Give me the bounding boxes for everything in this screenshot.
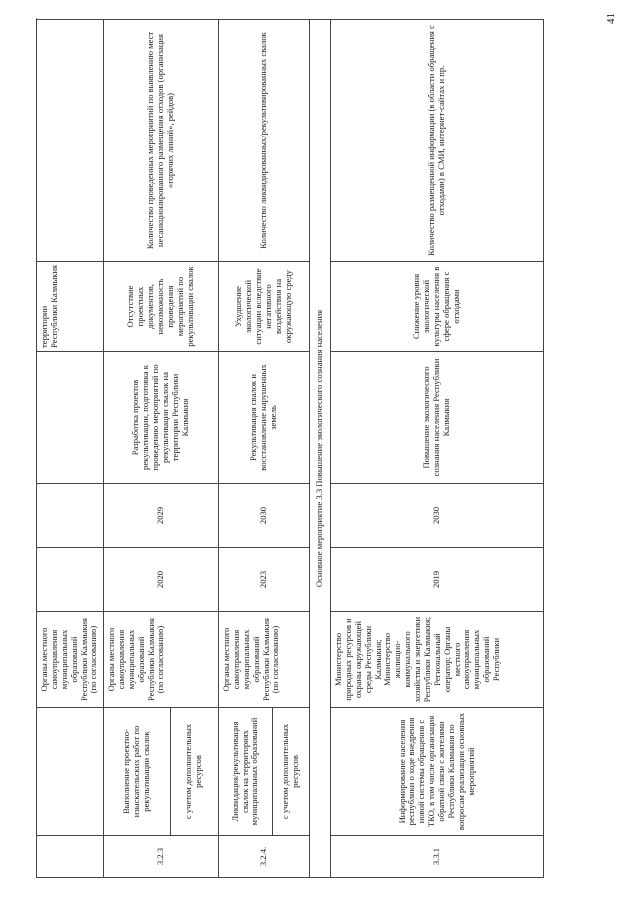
cell-indicator: Количество ликвидированных/рекультивированных свалок	[219, 20, 310, 262]
cell-consequences: территории Республики Калмыкия	[37, 262, 104, 352]
measure-text: Выполнение проектно-изыскательских работ по рекультивации свалок	[105, 708, 171, 835]
cell-start: 2023	[219, 548, 310, 612]
cell-measure	[104, 708, 219, 836]
rotated-table-wrapper	[36, 20, 582, 878]
cell-result: Рекультивация свалок и восстановление нарушенных земель	[219, 352, 310, 484]
cell-consequences: Снижение уровня экологической культуры населения в сфере обращения с отходами	[331, 262, 544, 352]
cell-number: 3.2.4.	[219, 836, 310, 878]
cell-indicator: Количество проведенных мероприятий по выявлению мест несанкционированного размещения отходов (организация «горячих линий», рейдов)	[104, 20, 219, 262]
cell-end	[37, 484, 104, 548]
cell-consequences: Отсутствие проектных документов, невозможность проведения мероприятий по рекультивации свалок	[104, 262, 219, 352]
cell-start: 2020	[104, 548, 219, 612]
cell-consequences: Ухудшение экологической ситуации вследствие негативного воздействия на окружающую среду	[219, 262, 310, 352]
cell-end: 2029	[104, 484, 219, 548]
cell-end: 2030	[331, 484, 544, 548]
cell-number	[37, 836, 104, 878]
cell-executor: Органы местного самоуправления муниципальных образований Республики Калмыкия (по согласованию)	[37, 612, 104, 708]
cell-measure: Информирование населения республики о ходе внедрения новой системы обращения с ТКО, в том числе организация обратной связи с жителями Республики Калмыкия по вопросам реализации основных мероприятий	[331, 708, 544, 836]
cell-indicator: Количество размещенной информации (в области обращения с отходами) в СМИ, интернет-сайтах и пр.	[331, 20, 544, 262]
section-heading: Основное мероприятие 3.3 Повышение экологического сознания населения	[310, 20, 331, 878]
measures-table	[36, 19, 544, 878]
cell-executor: Органы местного самоуправления муниципальных образований Республики Калмыкия (по согласованию)	[219, 612, 310, 708]
cell-executor: Министерство природных ресурсов и охраны окружающей среды Республики Калмыкия; Министерство жилищно-коммунального хозяйства и энергетики Республики Калмыкия; Региональный оператор; Органы местного самоуправления муниципальных образований Республики	[331, 612, 544, 708]
cell-result: Разработка проектов рекультивации, подготовка к проведению мероприятий по рекультивации свалок на территории Республики Калмыкия	[104, 352, 219, 484]
measure-text: Ликвидация/рекультивация свалок на территориях муниципальных образований	[220, 708, 273, 835]
cell-start	[37, 548, 104, 612]
cell-end: 2030	[219, 484, 310, 548]
cell-start: 2019	[331, 548, 544, 612]
cell-number: 3.3.1	[331, 836, 544, 878]
table-row	[37, 20, 104, 878]
cell-number: 3.2.3	[104, 836, 219, 878]
cell-measure	[219, 708, 310, 836]
cell-result	[37, 352, 104, 484]
table-row	[219, 20, 310, 878]
table-row	[310, 20, 331, 878]
measure-note: с учетом дополнительных ресурсов	[183, 723, 203, 820]
cell-executor: Органы местного самоуправления муниципальных образований Республики Калмыкия (по согласованию)	[104, 612, 219, 708]
page-number: 41	[605, 13, 617, 24]
cell-result: Повышение экологического сознания населения Республики Калмыкия	[331, 352, 544, 484]
cell-indicator	[37, 20, 104, 262]
table-row	[331, 20, 544, 878]
table-row	[104, 20, 219, 878]
measure-note: с учетом дополнительных ресурсов	[279, 723, 300, 820]
cell-measure	[37, 708, 104, 836]
